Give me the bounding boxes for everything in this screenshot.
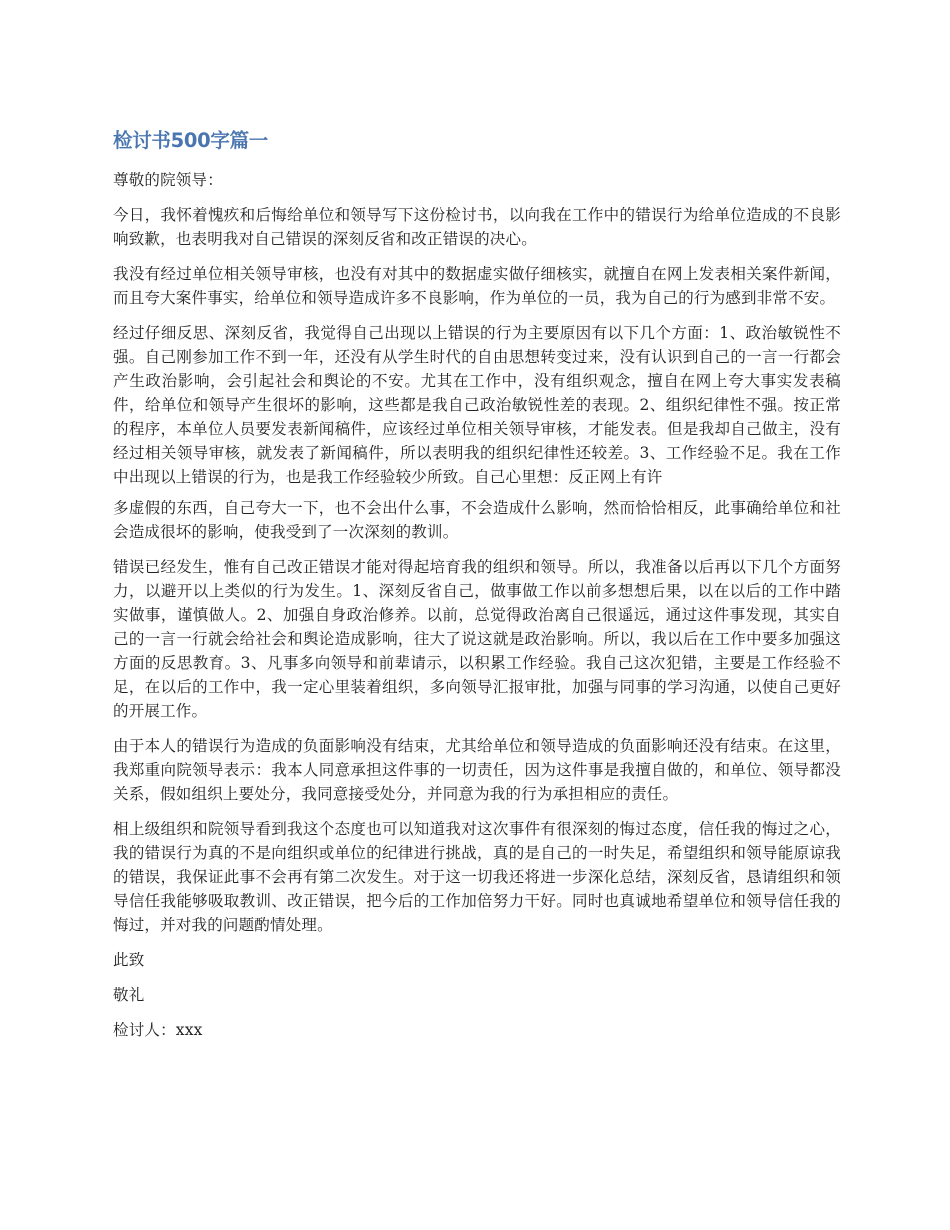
paragraph-incident: 我没有经过单位相关领导审核，也没有对其中的数据虚实做仔细核实，就擅自在网上发表相关案件新闻，而且夸大案件事实，给单位和领导造成许多不良影响，作为单位的一员，我为自己的行为感到非常不安。	[113, 265, 841, 307]
signature: 检讨人：xxx	[113, 1021, 203, 1039]
paragraph-improvements: 错误已经发生，惟有自己改正错误才能对得起培育我的组织和领导。所以，我准备以后再以下几个方面努力，以避开以上类似的行为发生。1、深刻反省自己，做事做工作以前多想想后果，以在以后的工作中踏实做事，谨慎做人。2、加强自身政治修养。以前，总觉得政治离自己很遥远，通过这件事发现，其实自己的一言一行就会给社会和舆论造成影响，往大了说这就是政治影响。所以，我以后在工作中要多加强这方面的反思教育。3、凡事多向领导和前辈请示，以积累工作经验。我自己这次犯错，主要是工作经验不足，在以后的工作中，我一定心里装着组织，多向领导汇报审批，加强与同事的学习沟通，以使自己更好的开展工作。	[113, 558, 841, 720]
salutation: 尊敬的院领导：	[113, 171, 223, 189]
paragraph-reasons-continued: 多虚假的东西，自己夸大一下，也不会出什么事，不会造成什么影响，然而恰恰相反，此事确给单位和社会造成很坏的影响，使我受到了一次深刻的教训。	[113, 499, 841, 541]
paragraph-intro: 今日，我怀着愧疚和后悔给单位和领导写下这份检讨书，以向我在工作中的错误行为给单位造成的不良影响致歉，也表明我对自己错误的深刻反省和改正错误的决心。	[113, 206, 841, 248]
paragraph-reasons: 经过仔细反思、深刻反省，我觉得自己出现以上错误的行为主要原因有以下几个方面：1、政治敏锐性不强。自己刚参加工作不到一年，还没有从学生时代的自由思想转变过来，没有认识到自己的一言一行都会产生政治影响，会引起社会和舆论的不安。尤其在工作中，没有组织观念，擅自在网上夸大事实发表稿件，给单位和领导产生很坏的影响，这些都是我自己政治敏锐性差的表现。2、组织纪律性不强。按正常的程序，本单位人员要发表新闻稿件，应该经过单位相关领导审核，才能发表。但是我却自己做主，没有经过相关领导审核，就发表了新闻稿件，所以表明我的组织纪律性还较差。3、工作经验不足。我在工作中出现以上错误的行为，也是我工作经验较少所致。自己心里想：反正网上有许	[113, 324, 841, 486]
paragraph-conclusion: 相上级组织和院领导看到我这个态度也可以知道我对这次事件有很深刻的悔过态度，信任我的悔过之心，我的错误行为真的不是向组织或单位的纪律进行挑战，真的是自己的一时失足，希望组织和领导能原谅我的错误，我保证此事不会再有第二次发生。对于这一切我还将进一步深化总结，深刻反省，恳请组织和领导信任我能够吸取教训、改正错误，把今后的工作加倍努力干好。同时也真诚地希望单位和领导信任我的悔过，并对我的问题酌情处理。	[113, 820, 841, 934]
paragraph-responsibility: 由于本人的错误行为造成的负面影响没有结束，尤其给单位和领导造成的负面影响还没有结束。在这里，我郑重向院领导表示：我本人同意承担这件事的一切责任，因为这件事是我擅自做的，和单位、领导都没关系，假如组织上要处分，我同意接受处分，并同意为我的行为承担相应的责任。	[113, 737, 841, 803]
closing-respectfully: 此致	[113, 951, 145, 969]
document-title: 检讨书500字篇一	[113, 129, 269, 152]
closing-salute: 敬礼	[113, 986, 145, 1004]
document-page	[113, 126, 841, 1053]
